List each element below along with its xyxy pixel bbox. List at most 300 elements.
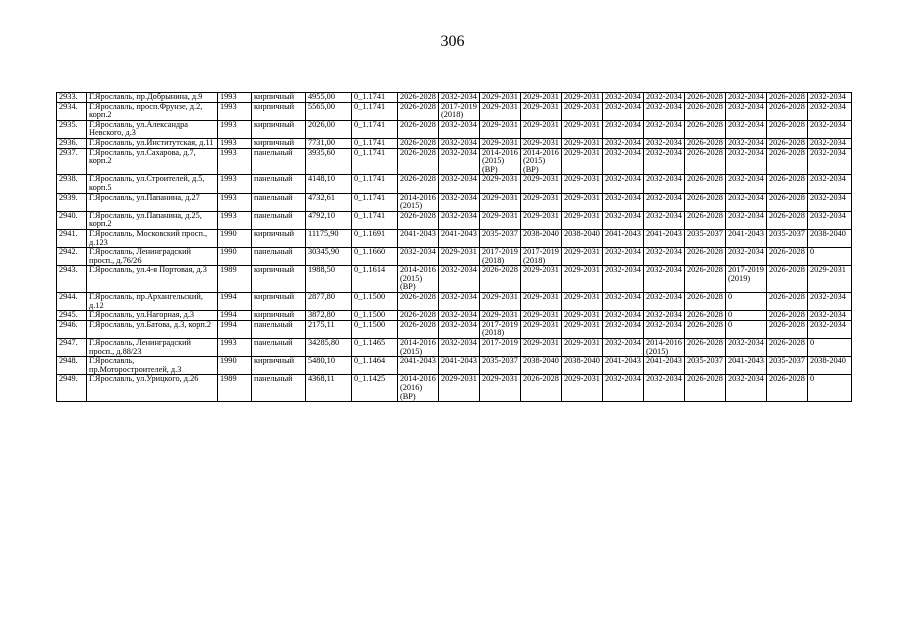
cell-period-10: 2026-2028 <box>767 211 808 229</box>
cell-period-3: 2035-2037 <box>480 357 521 375</box>
cell-period-6: 2032-2034 <box>603 120 644 138</box>
cell-row-number: 2948. <box>57 357 87 375</box>
cell-row-number: 2944. <box>57 293 87 311</box>
cell-period-8: 2026-2028 <box>685 293 726 311</box>
cell-period-1: 2041-2043 <box>398 229 439 247</box>
cell-period-2: 2032-2034 <box>439 266 480 293</box>
cell-period-5: 2029-2031 <box>562 248 603 266</box>
table-row <box>57 120 852 138</box>
cell-object-code: 0_1.1464 <box>352 357 398 375</box>
table-row <box>57 211 852 229</box>
cell-period-7: 2032-2034 <box>644 320 685 338</box>
cell-row-number: 2940. <box>57 211 87 229</box>
cell-period-7: 2032-2034 <box>644 175 685 193</box>
cell-period-3: 2029-2031 <box>480 193 521 211</box>
cell-year-built: 1993 <box>218 93 252 103</box>
cell-period-9: 2017-2019 (2019) <box>726 266 767 293</box>
table-row <box>57 193 852 211</box>
cell-row-number: 2934. <box>57 102 87 120</box>
cell-period-11: 2029-2031 <box>808 266 852 293</box>
cell-wall-material: кирпичный <box>252 311 306 321</box>
cell-period-6: 2032-2034 <box>603 248 644 266</box>
cell-period-8: 2035-2037 <box>685 357 726 375</box>
cell-wall-material: кирпичный <box>252 138 306 148</box>
cell-object-code: 0_1.1691 <box>352 229 398 247</box>
cell-period-4: 2029-2031 <box>521 339 562 357</box>
cell-area: 4792,10 <box>306 211 352 229</box>
cell-period-9: 2032-2034 <box>726 193 767 211</box>
cell-area: 3872,80 <box>306 311 352 321</box>
cell-period-7: 2041-2043 <box>644 357 685 375</box>
cell-period-5: 2029-2031 <box>562 193 603 211</box>
cell-period-1: 2026-2028 <box>398 148 439 175</box>
cell-period-2: 2029-2031 <box>439 248 480 266</box>
cell-period-1: 2026-2028 <box>398 311 439 321</box>
cell-period-1: 2014-2016 (2016) (ВР) <box>398 375 439 402</box>
cell-row-number: 2943. <box>57 266 87 293</box>
cell-period-2: 2041-2043 <box>439 229 480 247</box>
cell-year-built: 1993 <box>218 175 252 193</box>
cell-year-built: 1993 <box>218 211 252 229</box>
cell-period-9: 0 <box>726 293 767 311</box>
cell-period-7: 2032-2034 <box>644 293 685 311</box>
cell-year-built: 1990 <box>218 229 252 247</box>
cell-period-9: 2032-2034 <box>726 211 767 229</box>
cell-area: 34285,80 <box>306 339 352 357</box>
cell-area: 1988,50 <box>306 266 352 293</box>
cell-period-2: 2032-2034 <box>439 138 480 148</box>
cell-period-11: 2032-2034 <box>808 175 852 193</box>
cell-year-built: 1993 <box>218 339 252 357</box>
cell-row-number: 2945. <box>57 311 87 321</box>
cell-period-11: 2032-2034 <box>808 120 852 138</box>
cell-period-9: 2032-2034 <box>726 375 767 402</box>
cell-period-9: 2041-2043 <box>726 357 767 375</box>
cell-object-code: 0_1.1465 <box>352 339 398 357</box>
cell-row-number: 2936. <box>57 138 87 148</box>
cell-period-8: 2026-2028 <box>685 311 726 321</box>
cell-period-7: 2032-2034 <box>644 120 685 138</box>
cell-area: 11175,90 <box>306 229 352 247</box>
cell-period-6: 2032-2034 <box>603 148 644 175</box>
cell-period-4: 2029-2031 <box>521 320 562 338</box>
cell-address: Г.Ярославль, ул.Батова, д.3, корп.2 <box>87 320 218 338</box>
cell-period-2: 2032-2034 <box>439 293 480 311</box>
cell-period-7: 2032-2034 <box>644 266 685 293</box>
cell-wall-material: кирпичный <box>252 102 306 120</box>
cell-period-4: 2038-2040 <box>521 357 562 375</box>
cell-object-code: 0_1.1741 <box>352 193 398 211</box>
cell-period-3: 2026-2028 <box>480 266 521 293</box>
cell-period-5: 2029-2031 <box>562 320 603 338</box>
table-row <box>57 339 852 357</box>
cell-period-4: 2014-2016 (2015) (ВР) <box>521 148 562 175</box>
table-row <box>57 293 852 311</box>
cell-area: 2026,00 <box>306 120 352 138</box>
cell-period-3: 2029-2031 <box>480 293 521 311</box>
cell-period-4: 2029-2031 <box>521 293 562 311</box>
cell-year-built: 1993 <box>218 102 252 120</box>
cell-period-2: 2029-2031 <box>439 375 480 402</box>
cell-period-5: 2029-2031 <box>562 138 603 148</box>
cell-period-2: 2032-2034 <box>439 175 480 193</box>
cell-period-8: 2026-2028 <box>685 339 726 357</box>
cell-period-6: 2032-2034 <box>603 138 644 148</box>
cell-area: 4148,10 <box>306 175 352 193</box>
cell-period-6: 2032-2034 <box>603 193 644 211</box>
cell-period-7: 2032-2034 <box>644 93 685 103</box>
cell-period-3: 2029-2031 <box>480 138 521 148</box>
cell-period-10: 2026-2028 <box>767 266 808 293</box>
cell-period-10: 2026-2028 <box>767 148 808 175</box>
cell-period-3: 2029-2031 <box>480 120 521 138</box>
cell-object-code: 0_1.1500 <box>352 293 398 311</box>
cell-period-4: 2017-2019 (2018) <box>521 248 562 266</box>
cell-period-11: 0 <box>808 339 852 357</box>
cell-period-11: 2032-2034 <box>808 320 852 338</box>
cell-period-1: 2026-2028 <box>398 211 439 229</box>
cell-period-1: 2026-2028 <box>398 120 439 138</box>
cell-period-6: 2032-2034 <box>603 102 644 120</box>
cell-period-4: 2029-2031 <box>521 175 562 193</box>
cell-area: 4732,61 <box>306 193 352 211</box>
cell-period-6: 2032-2034 <box>603 293 644 311</box>
cell-period-8: 2026-2028 <box>685 193 726 211</box>
cell-period-1: 2014-2016 (2015) <box>398 339 439 357</box>
cell-address: Г.Ярославль, ул.4-я Портовая, д.3 <box>87 266 218 293</box>
cell-period-10: 2035-2037 <box>767 229 808 247</box>
cell-period-4: 2026-2028 <box>521 375 562 402</box>
cell-period-6: 2032-2034 <box>603 93 644 103</box>
cell-period-3: 2029-2031 <box>480 102 521 120</box>
cell-object-code: 0_1.1741 <box>352 120 398 138</box>
cell-period-3: 2017-2019 <box>480 339 521 357</box>
cell-period-7: 2032-2034 <box>644 102 685 120</box>
table-row <box>57 320 852 338</box>
cell-period-11: 2032-2034 <box>808 211 852 229</box>
cell-row-number: 2939. <box>57 193 87 211</box>
cell-period-10: 2026-2028 <box>767 339 808 357</box>
table-row <box>57 138 852 148</box>
cell-object-code: 0_1.1741 <box>352 211 398 229</box>
table-row <box>57 311 852 321</box>
table-body <box>57 93 852 402</box>
cell-period-10: 2026-2028 <box>767 138 808 148</box>
cell-period-9: 2032-2034 <box>726 120 767 138</box>
cell-area: 7731,00 <box>306 138 352 148</box>
cell-period-5: 2038-2040 <box>562 229 603 247</box>
cell-period-5: 2029-2031 <box>562 120 603 138</box>
cell-wall-material: кирпичный <box>252 120 306 138</box>
cell-address: Г.Ярославль, Ленинградский просп., д.76/26 <box>87 248 218 266</box>
cell-period-7: 2041-2043 <box>644 229 685 247</box>
cell-wall-material: кирпичный <box>252 293 306 311</box>
cell-period-7: 2032-2034 <box>644 311 685 321</box>
cell-period-10: 2026-2028 <box>767 375 808 402</box>
cell-period-4: 2029-2031 <box>521 193 562 211</box>
cell-row-number: 2947. <box>57 339 87 357</box>
cell-period-1: 2014-2016 (2015) (ВР) <box>398 266 439 293</box>
cell-period-1: 2026-2028 <box>398 102 439 120</box>
cell-address: Г.Ярославль, ул.Институтская, д.11 <box>87 138 218 148</box>
cell-address: Г.Ярославль, ул.Нагорная, д.3 <box>87 311 218 321</box>
cell-period-1: 2026-2028 <box>398 320 439 338</box>
cell-period-11: 2032-2034 <box>808 193 852 211</box>
table-row <box>57 148 852 175</box>
cell-wall-material: кирпичный <box>252 229 306 247</box>
cell-address: Г.Ярославль, пр.Добрынина, д.9 <box>87 93 218 103</box>
cell-period-6: 2032-2034 <box>603 375 644 402</box>
cell-wall-material: панельный <box>252 211 306 229</box>
cell-period-9: 2032-2034 <box>726 339 767 357</box>
cell-period-3: 2017-2019 (2018) <box>480 248 521 266</box>
cell-period-9: 2041-2043 <box>726 229 767 247</box>
cell-period-5: 2029-2031 <box>562 211 603 229</box>
cell-period-6: 2032-2034 <box>603 175 644 193</box>
cell-year-built: 1990 <box>218 357 252 375</box>
cell-period-6: 2041-2043 <box>603 357 644 375</box>
cell-period-2: 2032-2034 <box>439 339 480 357</box>
cell-period-1: 2026-2028 <box>398 293 439 311</box>
cell-period-8: 2026-2028 <box>685 102 726 120</box>
cell-period-8: 2026-2028 <box>685 375 726 402</box>
cell-period-9: 2032-2034 <box>726 248 767 266</box>
cell-period-4: 2029-2031 <box>521 102 562 120</box>
cell-period-8: 2035-2037 <box>685 229 726 247</box>
cell-period-5: 2029-2031 <box>562 311 603 321</box>
cell-period-7: 2014-2016 (2015) <box>644 339 685 357</box>
cell-period-6: 2032-2034 <box>603 339 644 357</box>
cell-period-2: 2041-2043 <box>439 357 480 375</box>
cell-period-6: 2032-2034 <box>603 311 644 321</box>
cell-period-3: 2029-2031 <box>480 375 521 402</box>
cell-row-number: 2937. <box>57 148 87 175</box>
cell-object-code: 0_1.1614 <box>352 266 398 293</box>
cell-area: 4368,11 <box>306 375 352 402</box>
table-row <box>57 357 852 375</box>
cell-period-1: 2014-2016 (2015) <box>398 193 439 211</box>
cell-address: Г.Ярославль, пр.Моторостроителей, д.3 <box>87 357 218 375</box>
cell-period-10: 2026-2028 <box>767 311 808 321</box>
cell-period-11: 0 <box>808 248 852 266</box>
cell-period-8: 2026-2028 <box>685 138 726 148</box>
cell-period-3: 2017-2019 (2018) <box>480 320 521 338</box>
cell-period-5: 2029-2031 <box>562 148 603 175</box>
cell-row-number: 2941. <box>57 229 87 247</box>
cell-area: 5565,00 <box>306 102 352 120</box>
cell-year-built: 1993 <box>218 193 252 211</box>
cell-period-5: 2029-2031 <box>562 375 603 402</box>
cell-period-2: 2032-2034 <box>439 211 480 229</box>
cell-object-code: 0_1.1741 <box>352 93 398 103</box>
cell-period-7: 2032-2034 <box>644 138 685 148</box>
cell-period-3: 2035-2037 <box>480 229 521 247</box>
cell-period-10: 2026-2028 <box>767 320 808 338</box>
cell-area: 30345,90 <box>306 248 352 266</box>
cell-object-code: 0_1.1741 <box>352 102 398 120</box>
cell-object-code: 0_1.1500 <box>352 320 398 338</box>
cell-year-built: 1993 <box>218 138 252 148</box>
cell-wall-material: панельный <box>252 320 306 338</box>
cell-period-6: 2032-2034 <box>603 211 644 229</box>
table-row <box>57 248 852 266</box>
cell-period-4: 2029-2031 <box>521 211 562 229</box>
cell-period-9: 2032-2034 <box>726 175 767 193</box>
cell-period-2: 2017-2019 (2018) <box>439 102 480 120</box>
cell-period-5: 2029-2031 <box>562 175 603 193</box>
cell-year-built: 1989 <box>218 266 252 293</box>
cell-period-11: 2032-2034 <box>808 148 852 175</box>
cell-period-5: 2029-2031 <box>562 293 603 311</box>
cell-address: Г.Ярославль, Московский просп., д.123 <box>87 229 218 247</box>
cell-period-4: 2029-2031 <box>521 266 562 293</box>
cell-address: Г.Ярославль, ул.Папанина, д.25, корп.2 <box>87 211 218 229</box>
cell-period-11: 2032-2034 <box>808 293 852 311</box>
cell-period-7: 2032-2034 <box>644 148 685 175</box>
cell-period-3: 2029-2031 <box>480 93 521 103</box>
table-row <box>57 93 852 103</box>
cell-period-2: 2032-2034 <box>439 93 480 103</box>
cell-period-10: 2026-2028 <box>767 120 808 138</box>
cell-address: Г.Ярославль, просп.Фрунзе, д.2, корп.2 <box>87 102 218 120</box>
housing-register-table <box>56 92 852 402</box>
cell-period-8: 2026-2028 <box>685 211 726 229</box>
cell-period-4: 2029-2031 <box>521 93 562 103</box>
cell-period-11: 2038-2040 <box>808 357 852 375</box>
cell-period-7: 2032-2034 <box>644 211 685 229</box>
cell-object-code: 0_1.1425 <box>352 375 398 402</box>
cell-period-6: 2032-2034 <box>603 266 644 293</box>
cell-period-3: 2029-2031 <box>480 175 521 193</box>
cell-wall-material: панельный <box>252 375 306 402</box>
cell-period-8: 2026-2028 <box>685 266 726 293</box>
cell-period-4: 2029-2031 <box>521 311 562 321</box>
cell-period-9: 0 <box>726 311 767 321</box>
cell-year-built: 1994 <box>218 311 252 321</box>
table-row <box>57 102 852 120</box>
cell-period-2: 2032-2034 <box>439 320 480 338</box>
cell-period-10: 2035-2037 <box>767 357 808 375</box>
cell-period-10: 2026-2028 <box>767 93 808 103</box>
cell-period-1: 2026-2028 <box>398 138 439 148</box>
cell-period-3: 2029-2031 <box>480 211 521 229</box>
cell-wall-material: панельный <box>252 193 306 211</box>
cell-address: Г.Ярославль, ул.Урицкого, д.26 <box>87 375 218 402</box>
cell-object-code: 0_1.1741 <box>352 148 398 175</box>
cell-year-built: 1994 <box>218 293 252 311</box>
cell-period-9: 2032-2034 <box>726 148 767 175</box>
cell-period-9: 2032-2034 <box>726 93 767 103</box>
cell-period-7: 2032-2034 <box>644 375 685 402</box>
cell-period-5: 2029-2031 <box>562 339 603 357</box>
cell-period-2: 2032-2034 <box>439 193 480 211</box>
cell-period-6: 2032-2034 <box>603 320 644 338</box>
cell-object-code: 0_1.1741 <box>352 175 398 193</box>
cell-period-11: 2032-2034 <box>808 311 852 321</box>
table-row <box>57 266 852 293</box>
cell-wall-material: панельный <box>252 248 306 266</box>
table-row <box>57 175 852 193</box>
cell-period-2: 2032-2034 <box>439 148 480 175</box>
cell-area: 2877,80 <box>306 293 352 311</box>
cell-period-8: 2026-2028 <box>685 175 726 193</box>
cell-wall-material: панельный <box>252 339 306 357</box>
cell-wall-material: кирпичный <box>252 266 306 293</box>
cell-period-6: 2041-2043 <box>603 229 644 247</box>
cell-period-5: 2038-2040 <box>562 357 603 375</box>
cell-area: 2175,11 <box>306 320 352 338</box>
cell-period-1: 2032-2034 <box>398 248 439 266</box>
cell-period-10: 2026-2028 <box>767 102 808 120</box>
cell-row-number: 2946. <box>57 320 87 338</box>
cell-year-built: 1990 <box>218 248 252 266</box>
cell-wall-material: кирпичный <box>252 93 306 103</box>
page-number: 306 <box>440 33 465 50</box>
cell-period-5: 2029-2031 <box>562 102 603 120</box>
cell-row-number: 2942. <box>57 248 87 266</box>
cell-row-number: 2949. <box>57 375 87 402</box>
cell-period-11: 0 <box>808 375 852 402</box>
cell-address: Г.Ярославль, Ленинградский просп., д.88/23 <box>87 339 218 357</box>
cell-row-number: 2938. <box>57 175 87 193</box>
cell-period-5: 2029-2031 <box>562 266 603 293</box>
cell-year-built: 1993 <box>218 120 252 138</box>
cell-area: 3935,60 <box>306 148 352 175</box>
cell-address: Г.Ярославль, ул.Сахарова, д.7, корп.2 <box>87 148 218 175</box>
cell-period-10: 2026-2028 <box>767 193 808 211</box>
cell-period-4: 2029-2031 <box>521 120 562 138</box>
cell-area: 4955,00 <box>306 93 352 103</box>
cell-year-built: 1993 <box>218 148 252 175</box>
cell-period-10: 2026-2028 <box>767 293 808 311</box>
cell-period-10: 2026-2028 <box>767 175 808 193</box>
cell-address: Г.Ярославль, ул.Александра Невского, д.3 <box>87 120 218 138</box>
cell-object-code: 0_1.1741 <box>352 138 398 148</box>
cell-period-8: 2026-2028 <box>685 93 726 103</box>
cell-wall-material: кирпичный <box>252 357 306 375</box>
cell-period-10: 2026-2028 <box>767 248 808 266</box>
cell-row-number: 2935. <box>57 120 87 138</box>
cell-period-11: 2038-2040 <box>808 229 852 247</box>
cell-period-2: 2032-2034 <box>439 311 480 321</box>
cell-period-2: 2032-2034 <box>439 120 480 138</box>
cell-area: 5480,10 <box>306 357 352 375</box>
cell-period-1: 2026-2028 <box>398 175 439 193</box>
cell-period-7: 2032-2034 <box>644 248 685 266</box>
cell-period-1: 2026-2028 <box>398 93 439 103</box>
cell-period-11: 2032-2034 <box>808 102 852 120</box>
cell-period-7: 2032-2034 <box>644 193 685 211</box>
cell-address: Г.Ярославль, ул.Папанина, д.27 <box>87 193 218 211</box>
cell-period-8: 2026-2028 <box>685 148 726 175</box>
cell-wall-material: панельный <box>252 175 306 193</box>
cell-period-3: 2029-2031 <box>480 311 521 321</box>
cell-period-5: 2029-2031 <box>562 93 603 103</box>
cell-period-11: 2032-2034 <box>808 93 852 103</box>
cell-period-11: 2032-2034 <box>808 138 852 148</box>
cell-object-code: 0_1.1660 <box>352 248 398 266</box>
cell-object-code: 0_1.1500 <box>352 311 398 321</box>
cell-period-8: 2026-2028 <box>685 248 726 266</box>
cell-period-3: 2014-2016 (2015) (ВР) <box>480 148 521 175</box>
cell-period-8: 2026-2028 <box>685 320 726 338</box>
cell-wall-material: панельный <box>252 148 306 175</box>
cell-period-8: 2026-2028 <box>685 120 726 138</box>
table-row <box>57 375 852 402</box>
cell-period-4: 2038-2040 <box>521 229 562 247</box>
table-row <box>57 229 852 247</box>
cell-period-1: 2041-2043 <box>398 357 439 375</box>
